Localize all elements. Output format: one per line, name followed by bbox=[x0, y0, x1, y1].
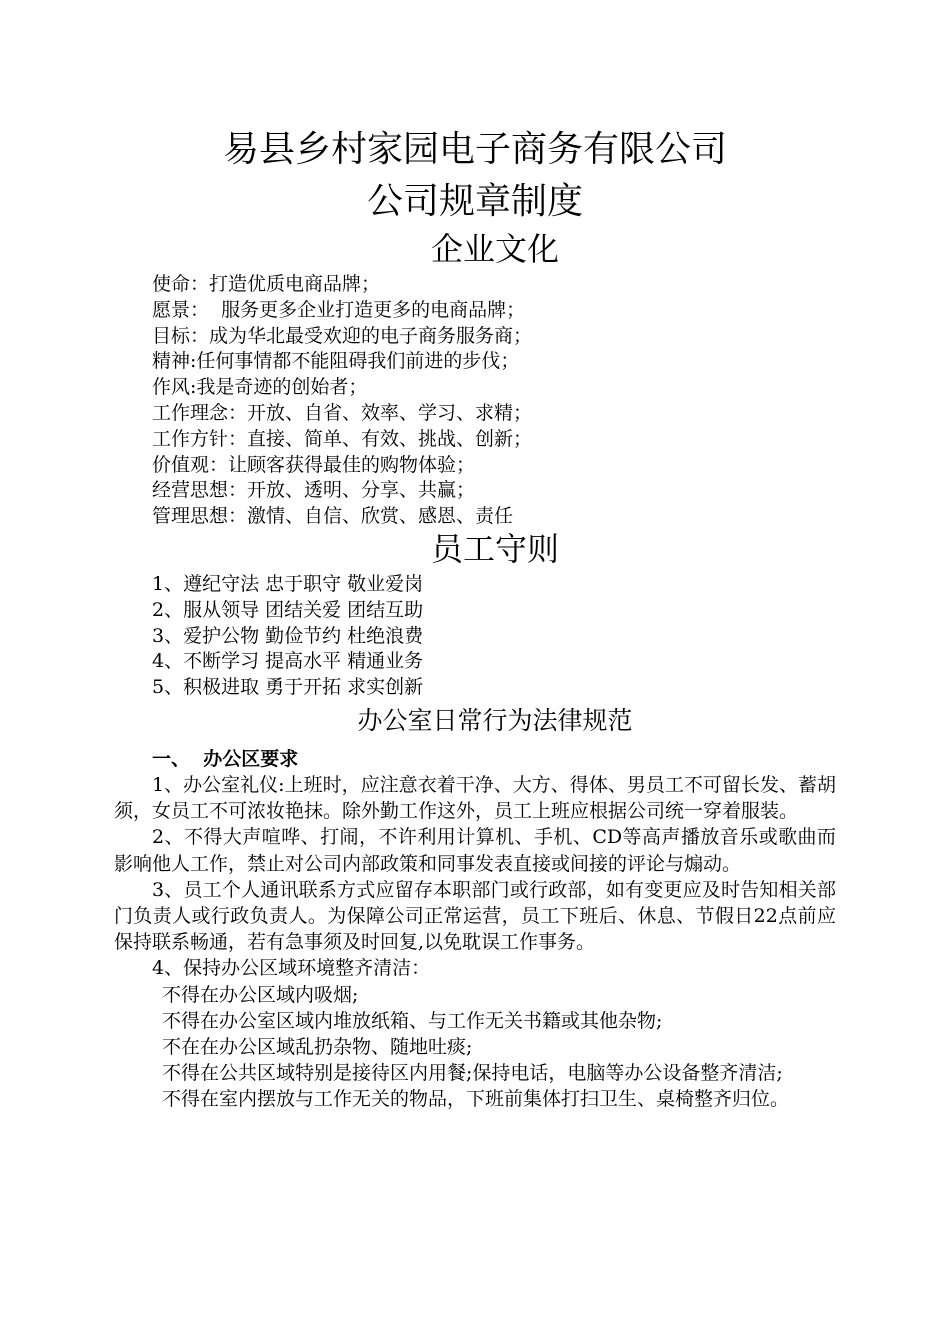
culture-item: 工作理念：开放、自省、效率、学习、求精； bbox=[152, 401, 533, 424]
rules-list bbox=[152, 572, 423, 701]
paragraph: 1、办公室礼仪:上班时，应注意衣着干净、大方、得体、男员工不可留长发、蓄胡须，女员工不可浓妆艳抹。除外勤工作这外，员工上班应根据公司统一穿着服装。 bbox=[114, 774, 836, 823]
culture-list bbox=[152, 272, 532, 530]
section-title: 一、 办公区要求 bbox=[152, 748, 299, 770]
culture-item: 目标：成为华北最受欢迎的电子商务服务商； bbox=[152, 324, 533, 347]
culture-item: 使命：打造优质电商品牌； bbox=[152, 273, 381, 295]
culture-item: 作风:我是奇迹的创始者； bbox=[152, 376, 368, 399]
rule-item: 1、遵纪守法 忠于职守 敬业爱岗 bbox=[152, 573, 424, 595]
office-body bbox=[114, 772, 836, 1113]
office-heading: 办公室日常行为法律规范 bbox=[357, 706, 633, 735]
cleanliness-item: 不得在公共区域特别是接待区内用餐;保持电话，电脑等办公设备整齐清洁; bbox=[162, 1062, 783, 1085]
rule-item: 3、爱护公物 勤俭节约 杜绝浪费 bbox=[152, 624, 424, 647]
paragraph: 2、不得大声喧哗、打闹，不许利用计算机、手机、CD等高声播放音乐或歌曲而影响他人工作，禁止对公司内部政策和同事发表直接或间接的评论与煽动。 bbox=[114, 826, 836, 875]
paragraph: 3、员工个人通讯联系方式应留存本职部门或行政部，如有变更应及时告知相关部门负责人或行政负责人。为保障公司正常运营，员工下班后、休息、节假日22点前应保持联系畅通，若有急事须及时回复,以免耽误工作事务。 bbox=[114, 878, 836, 954]
cleanliness-item: 不得在办公区域内吸烟; bbox=[162, 983, 359, 1006]
document-title: 公司规章制度 bbox=[366, 181, 583, 222]
rule-item: 5、积极进取 勇于开拓 求实创新 bbox=[152, 676, 424, 699]
culture-item: 愿景： 服务更多企业打造更多的电商品牌； bbox=[152, 298, 526, 321]
culture-item: 经营思想：开放、透明、分享、共赢； bbox=[152, 479, 476, 502]
cleanliness-item: 不得在室内摆放与工作无关的物品，下班前集体打扫卫生、桌椅整齐归位。 bbox=[162, 1088, 790, 1111]
culture-item: 管理思想：激情、自信、欣赏、感恩、责任 bbox=[152, 505, 514, 528]
culture-heading: 企业文化 bbox=[430, 230, 559, 268]
rules-heading: 员工守则 bbox=[430, 530, 559, 568]
rule-item: 4、不断学习 提高水平 精通业务 bbox=[152, 650, 424, 673]
rule-item: 2、服从领导 团结关爱 团结互助 bbox=[152, 598, 424, 621]
culture-item: 价值观：让顾客获得最佳的购物体验； bbox=[152, 453, 476, 476]
cleanliness-item: 不在在办公区域乱扔杂物、随地吐痰; bbox=[162, 1036, 473, 1059]
paragraph: 4、保持办公区域环境整齐清洁： bbox=[152, 957, 431, 980]
cleanliness-item: 不得在办公室区域内堆放纸箱、与工作无关书籍或其他杂物; bbox=[162, 1009, 663, 1032]
culture-item: 工作方针：直接、简单、有效、挑战、创新； bbox=[152, 427, 533, 450]
company-title: 易县乡村家园电子商务有限公司 bbox=[222, 129, 727, 170]
culture-item: 精神:任何事情都不能阻碍我们前进的步伐； bbox=[152, 350, 520, 373]
